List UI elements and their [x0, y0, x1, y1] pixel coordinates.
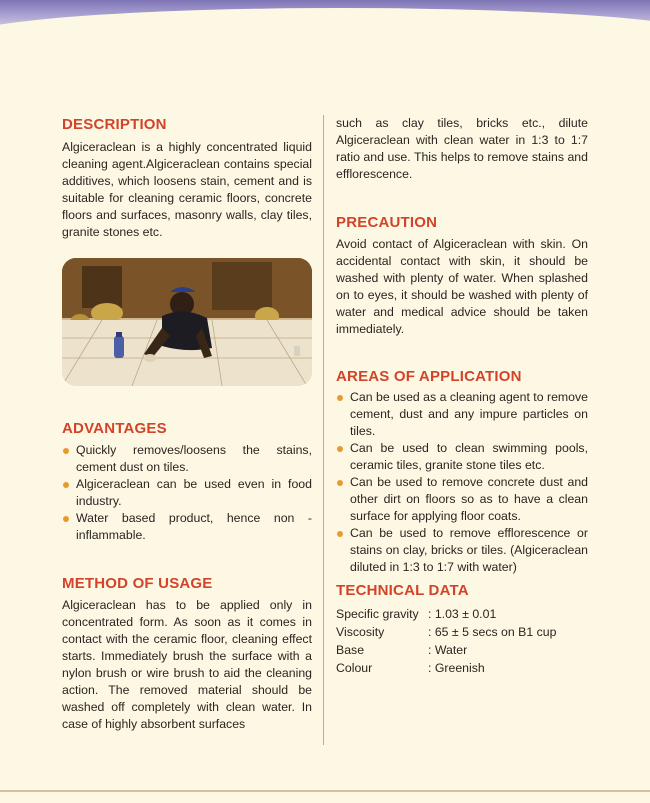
- tech-label: Base: [336, 643, 365, 657]
- advantages-list: [62, 442, 312, 544]
- areas-of-application-list: [336, 389, 588, 576]
- bullet-icon: [337, 531, 343, 537]
- tech-value: : Greenish: [428, 661, 485, 675]
- method-continued-text: such as clay tiles, bricks etc., dilute Algiceraclean with clean water in 1:3 to 1:7 ratio and use. This helps to remove stains and efflorescence.: [336, 116, 588, 181]
- description-text: Algiceraclean is a highly concentrated liquid cleaning agent.Algiceraclean contains special additives, which loosens stain, cement and is suitable for cleaning ceramic floors, concrete floors and surfaces, masonry walls, clay tiles, granite stones etc.: [62, 140, 312, 239]
- list-item: Can be used to remove concrete dust and other dirt on floors so as to have a clean surface for applying floor coats.: [336, 474, 588, 525]
- table-row: [336, 605, 588, 623]
- left-column: [62, 116, 312, 733]
- table-row: [336, 623, 588, 641]
- method-of-usage-heading: METHOD OF USAGE: [62, 575, 213, 592]
- worker-cleaning-floor-illustration: [62, 258, 312, 386]
- precaution-text: Avoid contact of Algiceraclean with skin. On accidental contact with skin, it should be washed with plenty of water. When splashed on to eyes, it should be washed with plenty of water and medical advice should be taken immediately.: [336, 237, 588, 336]
- table-row: [336, 659, 588, 677]
- table-row: [336, 641, 588, 659]
- bullet-icon: [63, 482, 69, 488]
- tech-label: Viscosity: [336, 625, 385, 639]
- tech-value: : Water: [428, 643, 468, 657]
- cleaning-photo: [62, 258, 312, 386]
- list-item: Quickly removes/loosens the stains, cement dust on tiles.: [62, 442, 312, 476]
- advantages-heading: ADVANTAGES: [62, 420, 167, 437]
- list-item: Water based product, hence non -inflammable.: [62, 510, 312, 544]
- right-column: [336, 115, 588, 677]
- list-item: Algiceraclean can be used even in food industry.: [62, 476, 312, 510]
- bullet-icon: [337, 480, 343, 486]
- precaution-heading: PRECAUTION: [336, 214, 438, 231]
- method-of-usage-text: Algiceraclean has to be applied only in concentrated form. As soon as it comes in contact with the ceramic floor, cleaning effect starts. Immediately brush the surface with a nylon brush or wire brush to aid the cleaning action. The removed material should be washed off completely with clean water. In case of highly absorbent surfaces: [62, 598, 312, 731]
- list-item: Can be used to remove efflorescence or stains on clay, bricks or tiles. (Algiceraclean diluted in 1:3 to 1:7 with water): [336, 525, 588, 576]
- tech-label: Specific gravity: [336, 607, 419, 621]
- tech-label: Colour: [336, 661, 373, 675]
- bottom-rule: [0, 790, 650, 792]
- list-item: Can be used to clean swimming pools, ceramic tiles, granite stone tiles etc.: [336, 440, 588, 474]
- description-heading: DESCRIPTION: [62, 116, 167, 133]
- technical-data-table: [336, 605, 588, 677]
- bullet-icon: [63, 516, 69, 522]
- areas-of-application-heading: AREAS OF APPLICATION: [336, 368, 522, 385]
- bullet-icon: [337, 446, 343, 452]
- top-curve-shape: [0, 8, 650, 68]
- bullet-icon: [337, 395, 343, 401]
- column-divider: [323, 115, 324, 745]
- technical-data-heading: TECHNICAL DATA: [336, 582, 469, 599]
- list-item: Can be used as a cleaning agent to remove cement, dust and any impure particles on tiles.: [336, 389, 588, 440]
- bullet-icon: [63, 448, 69, 454]
- tech-value: : 65 ± 5 secs on B1 cup: [428, 625, 557, 639]
- tech-value: : 1.03 ± 0.01: [428, 607, 497, 621]
